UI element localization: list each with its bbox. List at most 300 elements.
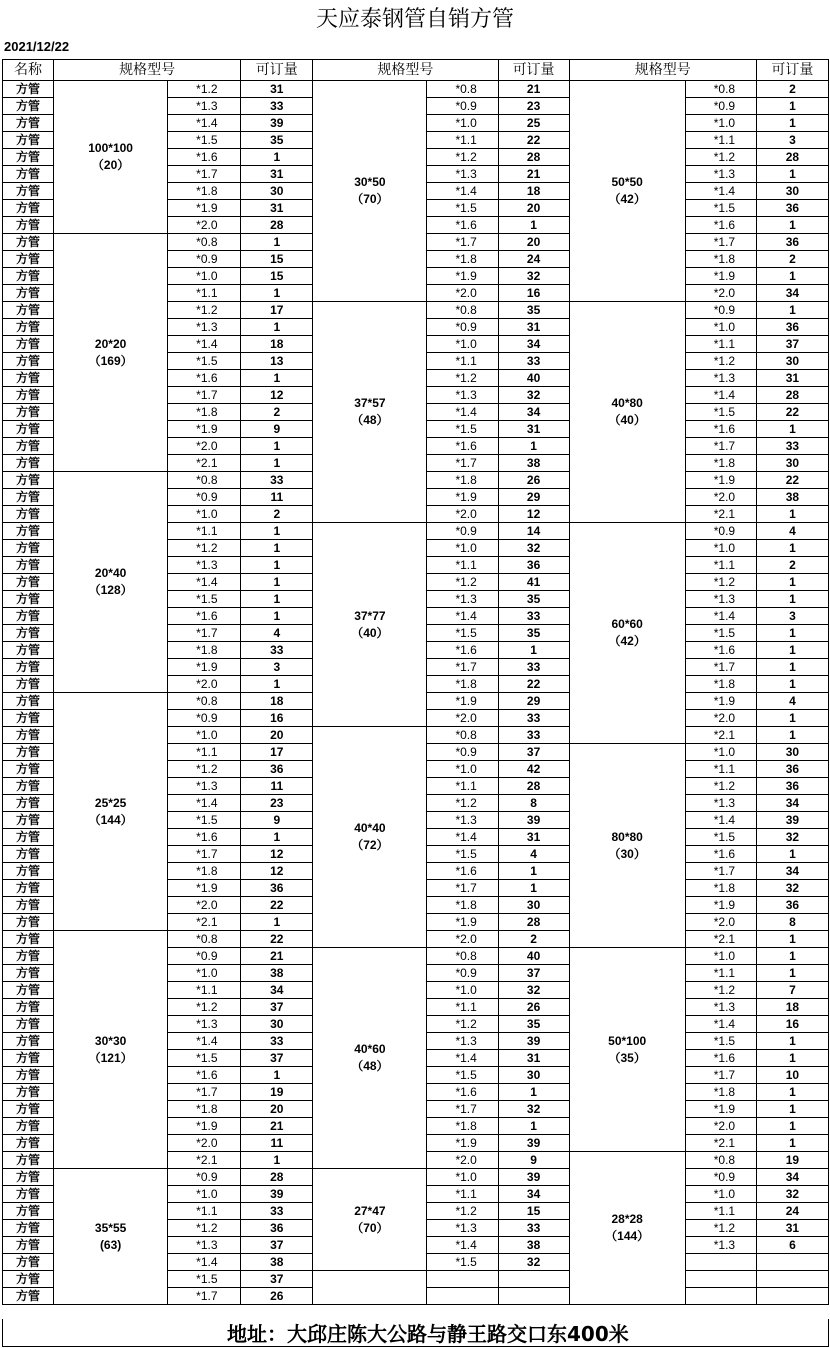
- spec-thickness-cell: *1.0: [685, 115, 756, 132]
- qty-cell: 1: [756, 302, 828, 319]
- spec-thickness-cell: *1.5: [685, 1033, 756, 1050]
- qty-cell: 1: [498, 217, 569, 234]
- spec-thickness-cell: *1.1: [427, 999, 498, 1016]
- qty-cell: 1: [756, 166, 828, 183]
- spec-thickness-cell: *2.0: [427, 506, 498, 523]
- qty-cell: 1: [756, 948, 828, 965]
- qty-cell: 39: [498, 1169, 569, 1186]
- spec-thickness-cell: *1.2: [168, 540, 241, 557]
- qty-cell: 30: [498, 1067, 569, 1084]
- qty-cell: 4: [498, 846, 569, 863]
- spec-thickness-cell: [427, 1288, 498, 1305]
- row-name-cell: 方管: [3, 829, 54, 846]
- qty-cell: 33: [241, 472, 313, 489]
- spec-thickness-cell: *1.7: [685, 863, 756, 880]
- spec-thickness-cell: *2.0: [427, 931, 498, 948]
- qty-cell: 26: [498, 999, 569, 1016]
- spec-thickness-cell: *1.0: [427, 1169, 498, 1186]
- qty-cell: 1: [756, 710, 828, 727]
- qty-cell: 35: [498, 302, 569, 319]
- spec-thickness-cell: *1.4: [427, 829, 498, 846]
- spec-thickness-cell: *2.0: [168, 217, 241, 234]
- row-name-cell: 方管: [3, 1186, 54, 1203]
- qty-cell: 1: [756, 1135, 828, 1152]
- spec-thickness-cell: *1.2: [685, 149, 756, 166]
- qty-cell: 2: [756, 81, 828, 98]
- spec-thickness-cell: *0.9: [685, 1169, 756, 1186]
- spec-group-cell: [54, 693, 168, 931]
- qty-cell: 31: [756, 370, 828, 387]
- qty-cell: 3: [756, 132, 828, 149]
- row-name-cell: 方管: [3, 574, 54, 591]
- qty-cell: 1: [756, 676, 828, 693]
- qty-cell: 36: [756, 200, 828, 217]
- qty-cell: 12: [241, 387, 313, 404]
- qty-cell: 1: [498, 1118, 569, 1135]
- spec-thickness-cell: *1.3: [168, 1237, 241, 1254]
- qty-cell: 1: [241, 455, 313, 472]
- row-name-cell: 方管: [3, 948, 54, 965]
- qty-cell: 36: [756, 319, 828, 336]
- qty-cell: 9: [498, 1152, 569, 1169]
- spec-thickness-cell: *1.2: [685, 574, 756, 591]
- row-name-cell: 方管: [3, 421, 54, 438]
- spec-thickness-cell: *1.0: [427, 540, 498, 557]
- qty-cell: 1: [241, 1152, 313, 1169]
- qty-cell: 18: [241, 336, 313, 353]
- qty-cell: [498, 1271, 569, 1288]
- spec-thickness-cell: *2.1: [168, 1152, 241, 1169]
- spec-count: （70）: [351, 192, 389, 206]
- qty-cell: 8: [756, 914, 828, 931]
- qty-cell: 18: [498, 183, 569, 200]
- qty-cell: 34: [498, 404, 569, 421]
- qty-cell: 17: [241, 744, 313, 761]
- spec-thickness-cell: *1.6: [685, 421, 756, 438]
- row-name-cell: 方管: [3, 81, 54, 98]
- spec-thickness-cell: *1.8: [685, 251, 756, 268]
- spec-thickness-cell: *1.4: [427, 183, 498, 200]
- qty-cell: 1: [241, 676, 313, 693]
- qty-cell: 21: [498, 81, 569, 98]
- spec-size: 30*50: [354, 175, 386, 189]
- spec-group-cell: [569, 744, 685, 948]
- qty-cell: 32: [756, 880, 828, 897]
- qty-cell: 22: [756, 404, 828, 421]
- row-name-cell: 方管: [3, 1050, 54, 1067]
- qty-cell: 11: [241, 1135, 313, 1152]
- row-name-cell: 方管: [3, 200, 54, 217]
- qty-cell: 9: [241, 421, 313, 438]
- qty-cell: 20: [241, 727, 313, 744]
- qty-cell: 19: [756, 1152, 828, 1169]
- spec-thickness-cell: *1.8: [427, 897, 498, 914]
- header-spec: 规格型号: [54, 60, 241, 81]
- spec-thickness-cell: *1.0: [427, 761, 498, 778]
- qty-cell: 16: [241, 710, 313, 727]
- qty-cell: 30: [756, 455, 828, 472]
- row-name-cell: 方管: [3, 1033, 54, 1050]
- spec-thickness-cell: *1.5: [685, 404, 756, 421]
- qty-cell: 32: [756, 1186, 828, 1203]
- row-name-cell: 方管: [3, 1288, 54, 1305]
- qty-cell: 16: [498, 285, 569, 302]
- spec-thickness-cell: *1.0: [685, 744, 756, 761]
- qty-cell: 28: [756, 149, 828, 166]
- row-name-cell: 方管: [3, 183, 54, 200]
- spec-thickness-cell: *1.7: [168, 387, 241, 404]
- spec-thickness-cell: *1.7: [685, 234, 756, 251]
- spec-thickness-cell: *1.8: [685, 880, 756, 897]
- qty-cell: 22: [756, 472, 828, 489]
- qty-cell: 28: [498, 778, 569, 795]
- spec-thickness-cell: *1.8: [168, 642, 241, 659]
- spec-thickness-cell: *1.3: [427, 812, 498, 829]
- qty-cell: 37: [241, 999, 313, 1016]
- spec-thickness-cell: *1.8: [168, 1101, 241, 1118]
- spec-thickness-cell: *1.9: [168, 880, 241, 897]
- row-name-cell: 方管: [3, 625, 54, 642]
- qty-cell: 15: [498, 1203, 569, 1220]
- spec-thickness-cell: *2.0: [685, 710, 756, 727]
- spec-thickness-cell: *1.9: [168, 200, 241, 217]
- spec-thickness-cell: *1.1: [168, 285, 241, 302]
- spec-group-cell: [54, 472, 168, 693]
- spec-thickness-cell: *1.4: [685, 1016, 756, 1033]
- qty-cell: 39: [241, 115, 313, 132]
- spec-thickness-cell: *1.4: [168, 1033, 241, 1050]
- spec-thickness-cell: *1.6: [685, 642, 756, 659]
- spec-thickness-cell: *1.2: [168, 999, 241, 1016]
- qty-cell: 10: [756, 1067, 828, 1084]
- spec-thickness-cell: *0.9: [168, 489, 241, 506]
- spec-count: （72）: [351, 838, 389, 852]
- spec-count: （121）: [88, 1050, 133, 1065]
- spec-thickness-cell: *1.6: [168, 370, 241, 387]
- qty-cell: [498, 1288, 569, 1305]
- qty-cell: 36: [241, 761, 313, 778]
- spec-thickness-cell: *1.6: [427, 217, 498, 234]
- spec-thickness-cell: *1.9: [685, 897, 756, 914]
- spec-thickness-cell: *1.4: [427, 1050, 498, 1067]
- spec-thickness-cell: *1.9: [168, 659, 241, 676]
- spec-thickness-cell: *2.1: [685, 931, 756, 948]
- spec-count: (63): [99, 1237, 122, 1252]
- qty-cell: 1: [756, 421, 828, 438]
- spec-thickness-cell: *1.4: [168, 795, 241, 812]
- spec-thickness-cell: *1.7: [427, 1101, 498, 1118]
- spec-thickness-cell: *1.5: [427, 846, 498, 863]
- row-name-cell: 方管: [3, 370, 54, 387]
- spec-thickness-cell: *1.8: [168, 183, 241, 200]
- row-name-cell: 方管: [3, 98, 54, 115]
- row-name-cell: 方管: [3, 319, 54, 336]
- spec-count: （144）: [88, 812, 133, 827]
- qty-cell: 28: [498, 914, 569, 931]
- row-name-cell: 方管: [3, 217, 54, 234]
- spec-thickness-cell: *1.1: [427, 353, 498, 370]
- spec-size: 60*60: [611, 617, 643, 631]
- spec-thickness-cell: *0.8: [168, 234, 241, 251]
- qty-cell: 33: [241, 1203, 313, 1220]
- qty-cell: 1: [498, 863, 569, 880]
- spec-thickness-cell: *1.5: [168, 591, 241, 608]
- qty-cell: 33: [756, 438, 828, 455]
- spec-thickness-cell: *1.8: [427, 251, 498, 268]
- qty-cell: 1: [498, 880, 569, 897]
- spec-group-cell: [569, 523, 685, 744]
- qty-cell: 1: [241, 829, 313, 846]
- spec-count: （40）: [608, 413, 646, 427]
- qty-cell: 31: [498, 1050, 569, 1067]
- qty-cell: 1: [756, 625, 828, 642]
- spec-thickness-cell: *1.9: [685, 693, 756, 710]
- spec-group-cell: [569, 81, 685, 302]
- spec-size: 35*55: [94, 1220, 127, 1235]
- qty-cell: 37: [756, 336, 828, 353]
- qty-cell: 39: [241, 1186, 313, 1203]
- qty-cell: 42: [498, 761, 569, 778]
- spec-thickness-cell: *2.0: [168, 438, 241, 455]
- qty-cell: 31: [498, 829, 569, 846]
- spec-thickness-cell: *1.7: [427, 234, 498, 251]
- qty-cell: 34: [756, 1169, 828, 1186]
- qty-cell: 21: [241, 948, 313, 965]
- spec-thickness-cell: *1.5: [168, 812, 241, 829]
- qty-cell: 30: [498, 897, 569, 914]
- qty-cell: 32: [498, 387, 569, 404]
- spec-thickness-cell: *1.7: [427, 880, 498, 897]
- row-name-cell: 方管: [3, 1254, 54, 1271]
- spec-thickness-cell: *1.2: [685, 1220, 756, 1237]
- qty-cell: 32: [498, 982, 569, 999]
- qty-cell: 1: [241, 285, 313, 302]
- qty-cell: 20: [498, 234, 569, 251]
- qty-cell: 34: [756, 863, 828, 880]
- row-name-cell: 方管: [3, 1016, 54, 1033]
- spec-size: 30*30: [94, 1033, 127, 1048]
- qty-cell: 2: [756, 557, 828, 574]
- qty-cell: 11: [241, 778, 313, 795]
- spec-thickness-cell: *1.6: [427, 642, 498, 659]
- spec-thickness-cell: *1.3: [427, 166, 498, 183]
- spec-thickness-cell: *1.5: [427, 200, 498, 217]
- spec-thickness-cell: *1.6: [168, 149, 241, 166]
- inventory-body: [3, 81, 829, 1305]
- qty-cell: 18: [756, 999, 828, 1016]
- row-name-cell: 方管: [3, 353, 54, 370]
- row-name-cell: 方管: [3, 1237, 54, 1254]
- spec-thickness-cell: *0.8: [685, 81, 756, 98]
- row-name-cell: 方管: [3, 914, 54, 931]
- qty-cell: 1: [756, 574, 828, 591]
- spec-thickness-cell: *1.3: [168, 557, 241, 574]
- spec-thickness-cell: *1.1: [168, 982, 241, 999]
- spec-thickness-cell: *1.3: [427, 387, 498, 404]
- row-name-cell: 方管: [3, 1084, 54, 1101]
- spec-thickness-cell: *0.8: [168, 931, 241, 948]
- inventory-table: [2, 59, 829, 1305]
- spec-thickness-cell: *2.0: [685, 914, 756, 931]
- spec-thickness-cell: *2.0: [168, 897, 241, 914]
- qty-cell: 35: [498, 1016, 569, 1033]
- qty-cell: 33: [498, 608, 569, 625]
- spec-thickness-cell: *1.3: [685, 166, 756, 183]
- spec-thickness-cell: *1.5: [168, 132, 241, 149]
- qty-cell: 26: [498, 472, 569, 489]
- spec-count: （42）: [608, 192, 646, 206]
- spec-thickness-cell: *1.3: [168, 98, 241, 115]
- row-name-cell: 方管: [3, 795, 54, 812]
- row-name-cell: 方管: [3, 710, 54, 727]
- qty-cell: 1: [756, 727, 828, 744]
- qty-cell: 20: [498, 200, 569, 217]
- spec-thickness-cell: *1.8: [685, 455, 756, 472]
- row-name-cell: 方管: [3, 506, 54, 523]
- qty-cell: 14: [498, 523, 569, 540]
- qty-cell: 2: [756, 251, 828, 268]
- spec-thickness-cell: *1.2: [427, 1203, 498, 1220]
- spec-group-cell: [569, 948, 685, 1152]
- row-name-cell: 方管: [3, 999, 54, 1016]
- spec-count: （70）: [351, 1220, 389, 1235]
- spec-group-cell: [54, 81, 168, 234]
- spec-count: （42）: [608, 634, 646, 648]
- spec-thickness-cell: *0.9: [685, 98, 756, 115]
- qty-cell: 1: [756, 642, 828, 659]
- qty-cell: 32: [498, 1101, 569, 1118]
- row-name-cell: 方管: [3, 472, 54, 489]
- spec-thickness-cell: [685, 1254, 756, 1271]
- spec-thickness-cell: *1.3: [685, 370, 756, 387]
- qty-cell: 1: [241, 523, 313, 540]
- qty-cell: 1: [756, 268, 828, 285]
- qty-cell: 36: [756, 778, 828, 795]
- spec-thickness-cell: *2.1: [685, 727, 756, 744]
- header-name: 名称: [3, 60, 54, 81]
- qty-cell: 33: [241, 1033, 313, 1050]
- qty-cell: 31: [241, 166, 313, 183]
- spec-thickness-cell: *1.8: [685, 676, 756, 693]
- qty-cell: 1: [756, 931, 828, 948]
- spec-thickness-cell: [685, 1288, 756, 1305]
- spec-thickness-cell: *1.4: [685, 387, 756, 404]
- spec-size: 40*80: [611, 396, 643, 410]
- spec-thickness-cell: *1.6: [168, 608, 241, 625]
- spec-thickness-cell: [427, 1271, 498, 1288]
- row-name-cell: 方管: [3, 931, 54, 948]
- spec-thickness-cell: *0.9: [168, 948, 241, 965]
- table-row: [3, 81, 829, 98]
- qty-cell: 39: [498, 1135, 569, 1152]
- spec-size: 37*77: [354, 608, 386, 623]
- qty-cell: 29: [498, 489, 569, 506]
- qty-cell: 39: [498, 1033, 569, 1050]
- spec-thickness-cell: *1.9: [168, 1118, 241, 1135]
- row-name-cell: 方管: [3, 761, 54, 778]
- row-name-cell: 方管: [3, 489, 54, 506]
- spec-count: （128）: [88, 583, 133, 597]
- qty-cell: 34: [241, 982, 313, 999]
- row-name-cell: 方管: [3, 846, 54, 863]
- qty-cell: 20: [241, 1101, 313, 1118]
- spec-thickness-cell: *0.8: [427, 727, 498, 744]
- qty-cell: 22: [498, 676, 569, 693]
- row-name-cell: 方管: [3, 336, 54, 353]
- row-name-cell: 方管: [3, 642, 54, 659]
- table-row: [3, 1169, 829, 1186]
- spec-thickness-cell: *1.0: [168, 506, 241, 523]
- qty-cell: 2: [241, 404, 313, 421]
- spec-thickness-cell: *0.9: [685, 523, 756, 540]
- spec-thickness-cell: *1.9: [427, 914, 498, 931]
- qty-cell: 36: [241, 1220, 313, 1237]
- qty-cell: [756, 1254, 828, 1271]
- qty-cell: 28: [241, 217, 313, 234]
- qty-cell: 22: [241, 897, 313, 914]
- row-name-cell: 方管: [3, 965, 54, 982]
- qty-cell: 12: [498, 506, 569, 523]
- qty-cell: 8: [498, 795, 569, 812]
- spec-thickness-cell: *1.4: [168, 115, 241, 132]
- qty-cell: 7: [756, 982, 828, 999]
- spec-thickness-cell: *1.0: [168, 1186, 241, 1203]
- spec-thickness-cell: *1.3: [427, 591, 498, 608]
- qty-cell: 28: [756, 387, 828, 404]
- header-qty: 可订量: [498, 60, 569, 81]
- spec-thickness-cell: *2.0: [685, 285, 756, 302]
- spec-size: 28*28: [611, 1212, 643, 1226]
- spec-thickness-cell: *1.2: [168, 1220, 241, 1237]
- spec-size: 40*60: [354, 1042, 386, 1056]
- spec-thickness-cell: *1.9: [168, 421, 241, 438]
- spec-thickness-cell: *1.9: [685, 1101, 756, 1118]
- spec-thickness-cell: *1.1: [168, 523, 241, 540]
- spec-thickness-cell: *1.1: [685, 132, 756, 149]
- qty-cell: 24: [498, 251, 569, 268]
- qty-cell: 1: [756, 846, 828, 863]
- spec-group-cell: [313, 81, 427, 302]
- header-qty: 可订量: [241, 60, 313, 81]
- qty-cell: 1: [756, 1084, 828, 1101]
- qty-cell: 31: [756, 1220, 828, 1237]
- spec-thickness-cell: *1.2: [685, 353, 756, 370]
- qty-cell: 1: [241, 370, 313, 387]
- qty-cell: 6: [756, 1237, 828, 1254]
- spec-thickness-cell: *1.1: [168, 1203, 241, 1220]
- qty-cell: 1: [241, 1067, 313, 1084]
- spec-thickness-cell: *1.5: [427, 421, 498, 438]
- qty-cell: 37: [498, 965, 569, 982]
- spec-thickness-cell: *1.8: [427, 1118, 498, 1135]
- qty-cell: 1: [756, 540, 828, 557]
- spec-count: （144）: [605, 1229, 650, 1243]
- qty-cell: 21: [498, 166, 569, 183]
- qty-cell: 12: [241, 863, 313, 880]
- spec-thickness-cell: *1.3: [168, 319, 241, 336]
- qty-cell: 1: [241, 319, 313, 336]
- spec-thickness-cell: *1.6: [168, 829, 241, 846]
- spec-thickness-cell: *1.9: [427, 268, 498, 285]
- qty-cell: 1: [241, 914, 313, 931]
- spec-thickness-cell: *1.2: [427, 1016, 498, 1033]
- spec-thickness-cell: *1.1: [685, 557, 756, 574]
- spec-thickness-cell: *0.9: [427, 965, 498, 982]
- row-name-cell: 方管: [3, 982, 54, 999]
- spec-thickness-cell: *1.2: [427, 370, 498, 387]
- qty-cell: 22: [498, 132, 569, 149]
- row-name-cell: 方管: [3, 1135, 54, 1152]
